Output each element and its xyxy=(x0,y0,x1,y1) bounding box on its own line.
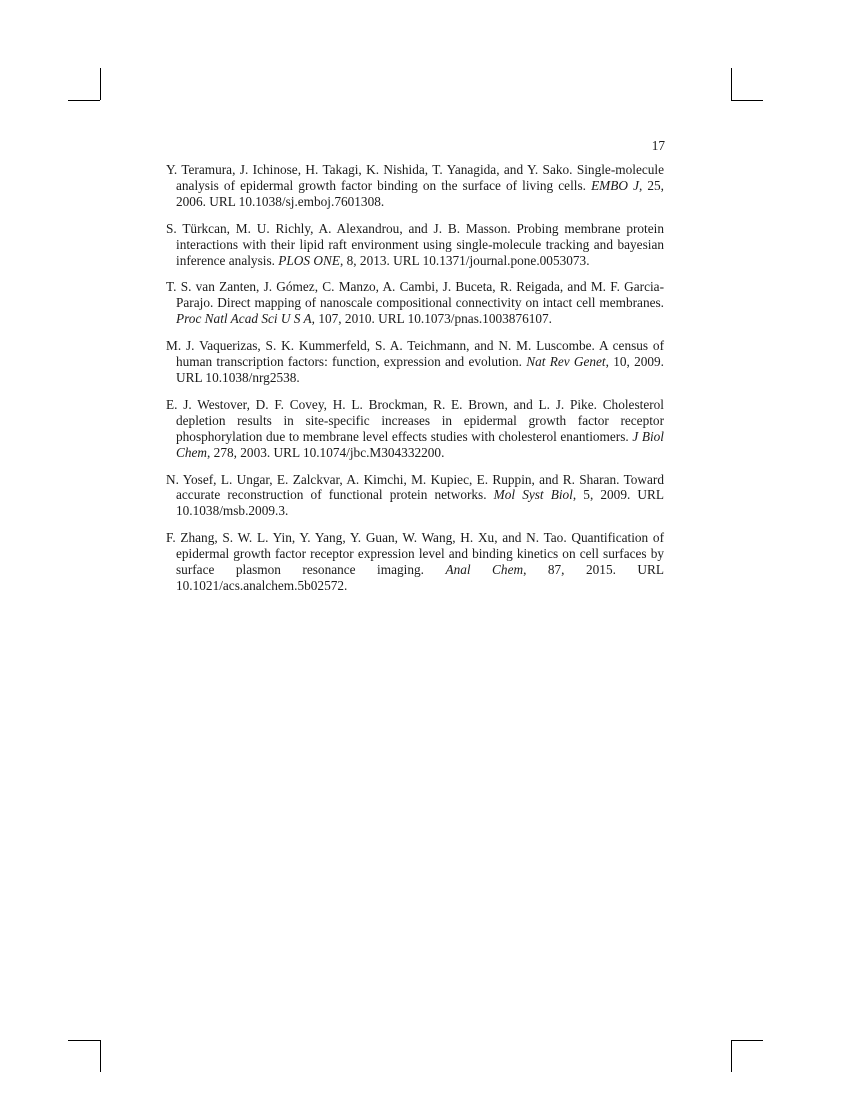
reference-item xyxy=(166,221,664,269)
reference-journal: Mol Syst Biol xyxy=(493,487,573,503)
crop-mark-bottom-right-horizontal xyxy=(731,1040,763,1041)
crop-mark-top-left-vertical xyxy=(100,68,101,100)
reference-details: , 87, 2015. URL 10.1021/acs.analchem.5b02572. xyxy=(176,562,664,593)
crop-mark-top-right-horizontal xyxy=(731,100,763,101)
reference-journal: J Biol Chem xyxy=(176,428,664,460)
reference-title: Cholesterol depletion results in site-specific increases in epidermal growth factor receptor phosphorylation due to membrane level effects studies with cholesterol enantiomers. xyxy=(176,396,664,444)
reference-journal: EMBO J xyxy=(591,177,639,193)
reference-title: Quantification of epidermal growth factor receptor expression level and binding kinetics on cell surfaces by surface plasmon resonance imaging. xyxy=(176,530,665,578)
reference-item xyxy=(166,472,664,520)
reference-details: , 5, 2009. URL 10.1038/msb.2009.3. xyxy=(176,487,664,519)
reference-details: , 278, 2003. URL 10.1074/jbc.M304332200. xyxy=(207,444,445,460)
reference-authors: N. Yosef, L. Ungar, E. Zalckvar, A. Kimchi, M. Kupiec, E. Ruppin, and R. Sharan. xyxy=(166,471,620,487)
crop-mark-bottom-left-horizontal xyxy=(68,1040,100,1041)
reference-authors: T. S. van Zanten, J. Gómez, C. Manzo, A. Cambi, J. Buceta, R. Reigada, and M. F. Garcia-Parajo. xyxy=(166,279,664,311)
reference-authors: Y. Teramura, J. Ichinose, H. Takagi, K. Nishida, T. Yanagida, and Y. Sako. xyxy=(166,162,573,177)
reference-list xyxy=(166,162,664,605)
reference-details: , 8, 2013. URL 10.1371/journal.pone.0053073. xyxy=(339,252,590,268)
crop-mark-bottom-left-vertical xyxy=(100,1040,101,1072)
reference-journal: Nat Rev Genet xyxy=(526,354,606,370)
reference-authors: S. Türkcan, M. U. Richly, A. Alexandrou, and J. B. Masson. xyxy=(166,220,511,236)
crop-mark-bottom-right-vertical xyxy=(731,1040,732,1072)
reference-details: , 25, 2006. URL 10.1038/sj.emboj.7601308. xyxy=(176,177,664,209)
reference-title: Single-molecule analysis of epidermal growth factor binding on the surface of living cells. xyxy=(176,162,664,193)
reference-authors: F. Zhang, S. W. L. Yin, Y. Yang, Y. Guan, W. Wang, H. Xu, and N. Tao. xyxy=(166,530,567,546)
reference-details: , 10, 2009. URL 10.1038/nrg2538. xyxy=(176,354,664,385)
reference-journal: PLOS ONE xyxy=(278,252,340,268)
reference-journal: Anal Chem xyxy=(445,562,524,578)
crop-mark-top-right-vertical xyxy=(731,68,732,100)
reference-item xyxy=(166,162,664,210)
reference-details: , 107, 2010. URL 10.1073/pnas.1003876107. xyxy=(311,311,552,327)
page-number: 17 xyxy=(651,138,665,153)
crop-mark-top-left-horizontal xyxy=(68,100,100,101)
reference-title: Probing membrane protein interactions with their lipid raft environment using single-molecule tracking and bayesian inference analysis. xyxy=(176,220,664,268)
reference-item xyxy=(166,530,664,594)
reference-authors: E. J. Westover, D. F. Covey, H. L. Brockman, R. E. Brown, and L. J. Pike. xyxy=(166,396,597,412)
reference-item xyxy=(166,279,664,327)
reference-title: Direct mapping of nanoscale compositional connectivity on intact cell membranes. xyxy=(217,295,665,311)
reference-authors: M. J. Vaquerizas, S. K. Kummerfeld, S. A. Teichmann, and N. M. Luscombe. xyxy=(166,338,595,354)
reference-journal: Proc Natl Acad Sci U S A xyxy=(176,311,312,327)
reference-item xyxy=(166,338,664,386)
reference-title: A census of human transcription factors: function, expression and evolution. xyxy=(176,338,664,370)
reference-title: Toward accurate reconstruction of functional protein networks. xyxy=(176,471,664,503)
reference-item xyxy=(166,397,664,461)
